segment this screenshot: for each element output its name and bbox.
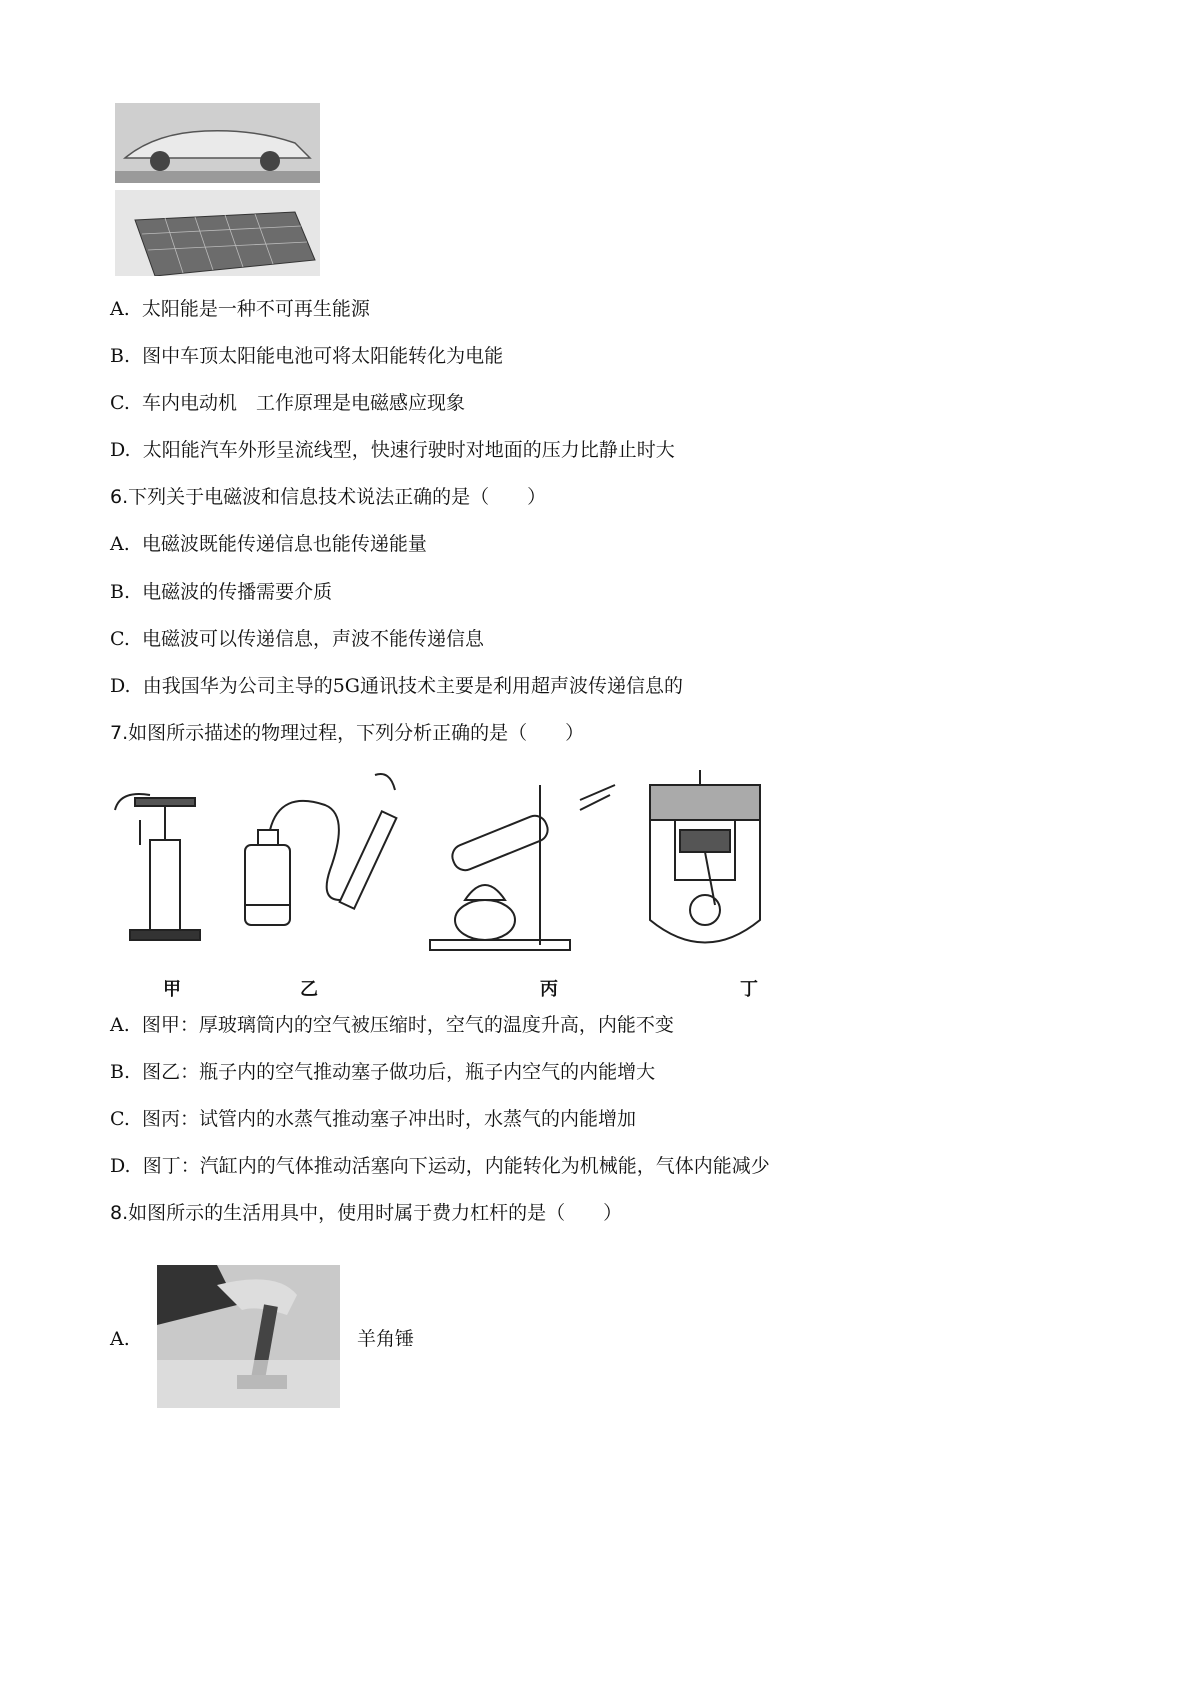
solar-roof-photo — [115, 190, 320, 276]
q5-option-a: A. 太阳能是一种不可再生能源 — [110, 298, 370, 320]
car-photo — [115, 103, 320, 183]
q8-option-a-letter: A. — [110, 1328, 130, 1350]
q7-option-a: A. 图甲：厚玻璃筒内的空气被压缩时，空气的温度升高，内能不变 — [110, 1014, 674, 1036]
q6-option-c: C. 电磁波可以传递信息，声波不能传递信息 — [110, 628, 485, 650]
q5-option-c: C. 车内电动机 工作原理是电磁感应现象 — [110, 392, 466, 414]
figure-label-jia: 甲 — [163, 979, 181, 1000]
q6-option-b: B. 电磁波的传播需要介质 — [110, 581, 333, 603]
figure-label-ding: 丁 — [740, 979, 758, 1000]
q5-option-d: D. 太阳能汽车外形呈流线型，快速行驶时对地面的压力比静止时大 — [110, 439, 675, 461]
q8-stem: 8.如图所示的生活用具中，使用时属于费力杠杆的是（ ） — [110, 1202, 623, 1224]
figure-ding-engine-cylinder — [650, 770, 760, 943]
figure-label-bing: 丙 — [540, 979, 558, 1000]
q7-figure — [110, 770, 830, 970]
figure-jia-compression-cylinder — [115, 794, 200, 940]
q7-option-c: C. 图丙：试管内的水蒸气推动塞子冲出时，水蒸气的内能增加 — [110, 1108, 637, 1130]
q6-option-a: A. 电磁波既能传递信息也能传递能量 — [110, 533, 427, 555]
claw-hammer-photo — [157, 1265, 340, 1408]
q5-option-b: B. 图中车顶太阳能电池可将太阳能转化为电能 — [110, 345, 504, 367]
figure-label-yi: 乙 — [300, 979, 318, 1000]
q7-stem: 7.如图所示描述的物理过程，下列分析正确的是（ ） — [110, 722, 585, 744]
q8-option-a-text: 羊角锤 — [357, 1328, 415, 1350]
figure-bing-test-tube-burner — [430, 785, 615, 950]
q7-option-d: D. 图丁：汽缸内的气体推动活塞向下运动，内能转化为机械能，气体内能减少 — [110, 1155, 770, 1177]
q6-option-d: D. 由我国华为公司主导的5G通讯技术主要是利用超声波传递信息的 — [110, 675, 683, 697]
figure-yi-bottle-pump — [245, 774, 396, 925]
q7-option-b: B. 图乙：瓶子内的空气推动塞子做功后，瓶子内空气的内能增大 — [110, 1061, 656, 1083]
q6-stem: 6.下列关于电磁波和信息技术说法正确的是（ ） — [110, 486, 547, 508]
